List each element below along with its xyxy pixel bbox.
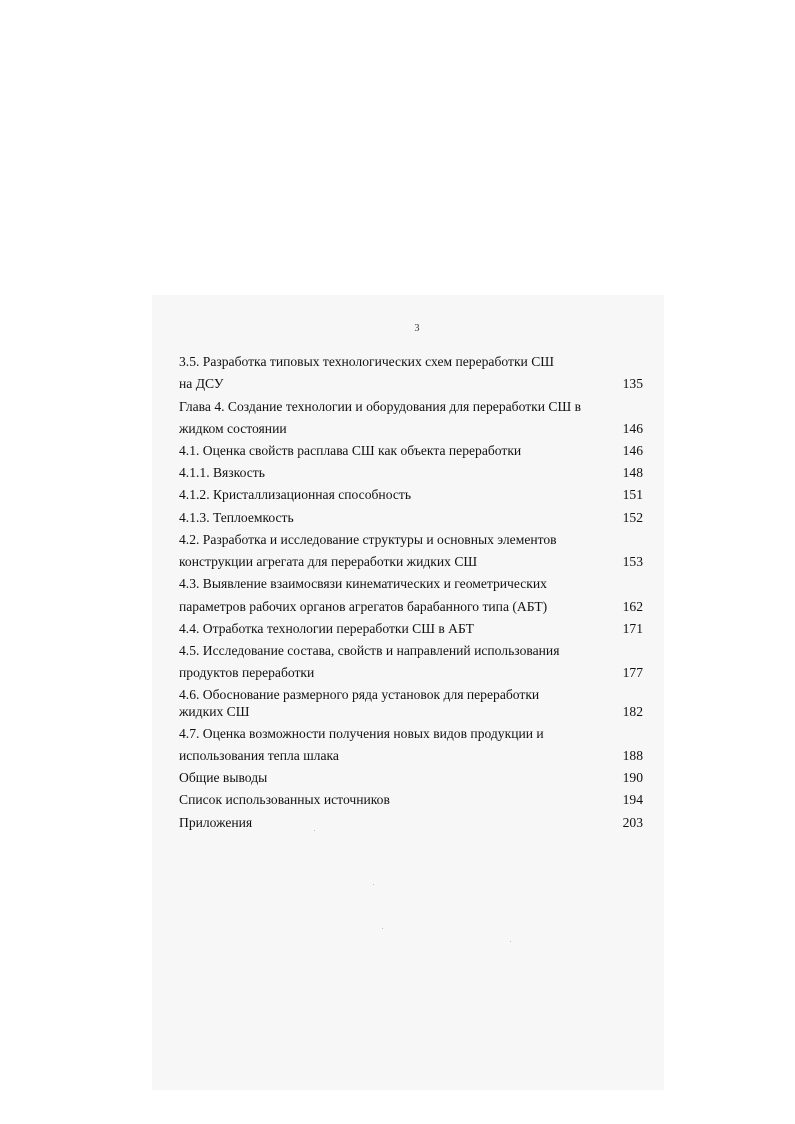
toc-entry-title: Глава 4. Создание технологии и оборудования для переработки СШ в	[179, 399, 582, 414]
toc-entry	[179, 619, 643, 639]
toc-entry	[179, 746, 643, 766]
toc-entry	[179, 702, 643, 722]
toc-entry	[179, 485, 643, 505]
scan-speck	[510, 941, 511, 942]
toc-entry-title: конструкции агрегата для переработки жидких СШ	[179, 554, 478, 569]
toc-entry	[179, 352, 643, 372]
toc-entry-title: Список использованных источников	[179, 792, 390, 807]
toc-entry-title: Общие выводы	[179, 770, 268, 785]
toc-entry	[179, 663, 643, 683]
toc-entry-title: 3.5. Разработка типовых технологических схем переработки СШ	[179, 354, 555, 369]
toc-entry	[179, 374, 643, 394]
toc-entry-page: 194	[622, 792, 643, 807]
toc-entry	[179, 463, 643, 483]
scan-speck	[382, 928, 383, 929]
toc-entry	[179, 768, 643, 788]
toc-entry-title: параметров рабочих органов агрегатов барабанного типа (АБТ)	[179, 599, 548, 614]
toc-entry-page: 151	[622, 487, 643, 502]
toc-entry	[179, 790, 643, 810]
toc-entry	[179, 641, 643, 661]
toc-entry	[179, 552, 643, 572]
toc-entry-page: 190	[622, 770, 643, 785]
toc-entry-page: 146	[622, 443, 643, 458]
toc-entry	[179, 813, 643, 833]
toc-entry-title: 4.3. Выявление взаимосвязи кинематических и геометрических	[179, 576, 547, 591]
toc-entry-title: 4.1. Оценка свойств расплава СШ как объекта переработки	[179, 443, 522, 458]
page-number: 3	[414, 323, 420, 334]
toc-entry-title: 4.1.2. Кристаллизационная способность	[179, 487, 412, 502]
toc-entry-title: 4.6. Обоснование размерного ряда установок для переработки	[179, 687, 540, 702]
scan-speck	[373, 884, 374, 885]
toc-entry-page: 177	[622, 665, 643, 680]
toc-entry-title: 4.5. Исследование состава, свойств и направлений использования	[179, 643, 560, 658]
toc-entry-page: 182	[622, 704, 643, 719]
toc-entry	[179, 574, 643, 594]
toc-entry	[179, 530, 643, 550]
toc-entry	[179, 724, 643, 744]
toc-entry-page: 203	[622, 815, 643, 830]
toc-entry	[179, 419, 643, 439]
toc-entry-page: 188	[622, 748, 643, 763]
toc-entry-page: 152	[622, 510, 643, 525]
toc-entry-page: 153	[622, 554, 643, 569]
toc-entry-title: продуктов переработки	[179, 665, 315, 680]
toc-entry-title: 4.4. Отработка технологии переработки СШ в АБТ	[179, 621, 474, 636]
toc-entry-page: 171	[622, 621, 643, 636]
toc-entry-title: жидких СШ	[179, 704, 250, 719]
toc-entry-title: 4.1.3. Теплоемкость	[179, 510, 294, 525]
toc-entry-title: 4.1.1. Вязкость	[179, 465, 265, 480]
toc-entry	[179, 508, 643, 528]
toc-entry-page: 135	[622, 376, 643, 391]
toc-entry-page: 162	[622, 599, 643, 614]
toc-entry-title: 4.7. Оценка возможности получения новых видов продукции и	[179, 726, 544, 741]
toc-entry	[179, 397, 643, 417]
toc-entry	[179, 441, 643, 461]
toc-entry-title: 4.2. Разработка и исследование структуры и основных элементов	[179, 532, 557, 547]
toc-entry	[179, 597, 643, 617]
toc-entry-page: 146	[622, 421, 643, 436]
toc-entry-title: на ДСУ	[179, 376, 224, 391]
toc-entry-title: Приложения	[179, 815, 253, 830]
scan-speck	[314, 830, 315, 831]
toc-entry-page: 148	[622, 465, 643, 480]
toc-entry-title: жидком состоянии	[179, 421, 287, 436]
toc-entry-title: использования тепла шлака	[179, 748, 339, 763]
